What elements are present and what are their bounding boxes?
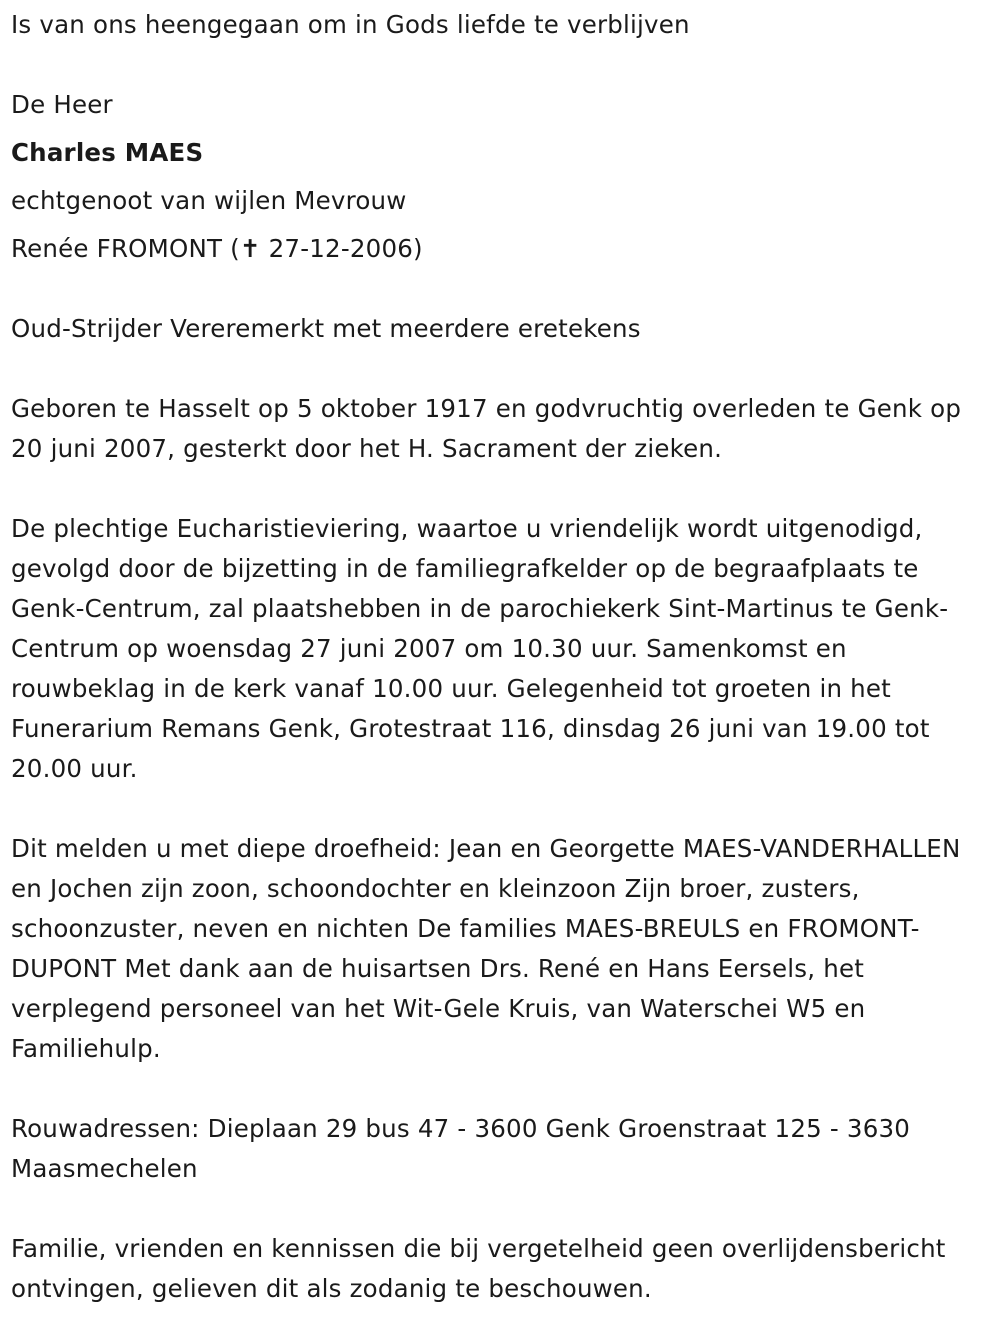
spouse-death-date: 27-12-2006): [260, 234, 423, 263]
family-paragraph: Dit melden u met diepe droefheid: Jean en Georgette MAES-VANDERHALLEN en Jochen zijn zoon, schoondochter en kleinzoon Zijn broer, zusters, schoonzuster, neven en nichten De families MAES-BREULS en FROMONT-DUPONT Met dank aan de huisartsen Drs. René en Hans Eersels, het verplegend personeel van het Wit-Gele Kruis, van Waterschei W5 en Familiehulp.: [11, 834, 961, 1063]
deceased-name: Charles MAES: [11, 138, 204, 167]
spouse-line-1: echtgenoot van wijlen Mevrouw: [11, 186, 407, 215]
closing-paragraph: Familie, vrienden en kennissen die bij vergetelheid geen overlijdensbericht ontvingen, gelieven dit als zodanig te beschouwen.: [11, 1234, 946, 1303]
spouse-line-2: [11, 229, 423, 269]
birth-death-paragraph: Geboren te Hasselt op 5 oktober 1917 en godvruchtig overleden te Genk op 20 juni 2007, gesterkt door het H. Sacrament der zieken.: [11, 394, 962, 463]
addresses-paragraph: Rouwadressen: Dieplaan 29 bus 47 - 3600 Genk Groenstraat 125 - 3630 Maasmechelen: [11, 1114, 911, 1183]
intro-line: Is van ons heengegaan om in Gods liefde te verblijven: [11, 10, 690, 39]
salutation: De Heer: [11, 90, 113, 119]
cross-icon: ✝: [239, 234, 261, 263]
ceremony-paragraph: De plechtige Eucharistieviering, waartoe u vriendelijk wordt uitgenodigd, gevolgd door de bijzetting in de familiegrafkelder op de begraafplaats te Genk-Centrum, zal plaatshebben in de parochiekerk Sint-Martinus te Genk-Centrum op woensdag 27 juni 2007 om 10.30 uur. Samenkomst en rouwbeklag in de kerk vanaf 10.00 uur. Gelegenheid tot groeten in het Funerarium Remans Genk, Grotestraat 116, dinsdag 26 juni van 19.00 tot 20.00 uur.: [11, 514, 949, 783]
honours-line: Oud-Strijder Vereremerkt met meerdere eretekens: [11, 314, 641, 343]
spouse-name: Renée FROMONT (: [11, 234, 240, 263]
